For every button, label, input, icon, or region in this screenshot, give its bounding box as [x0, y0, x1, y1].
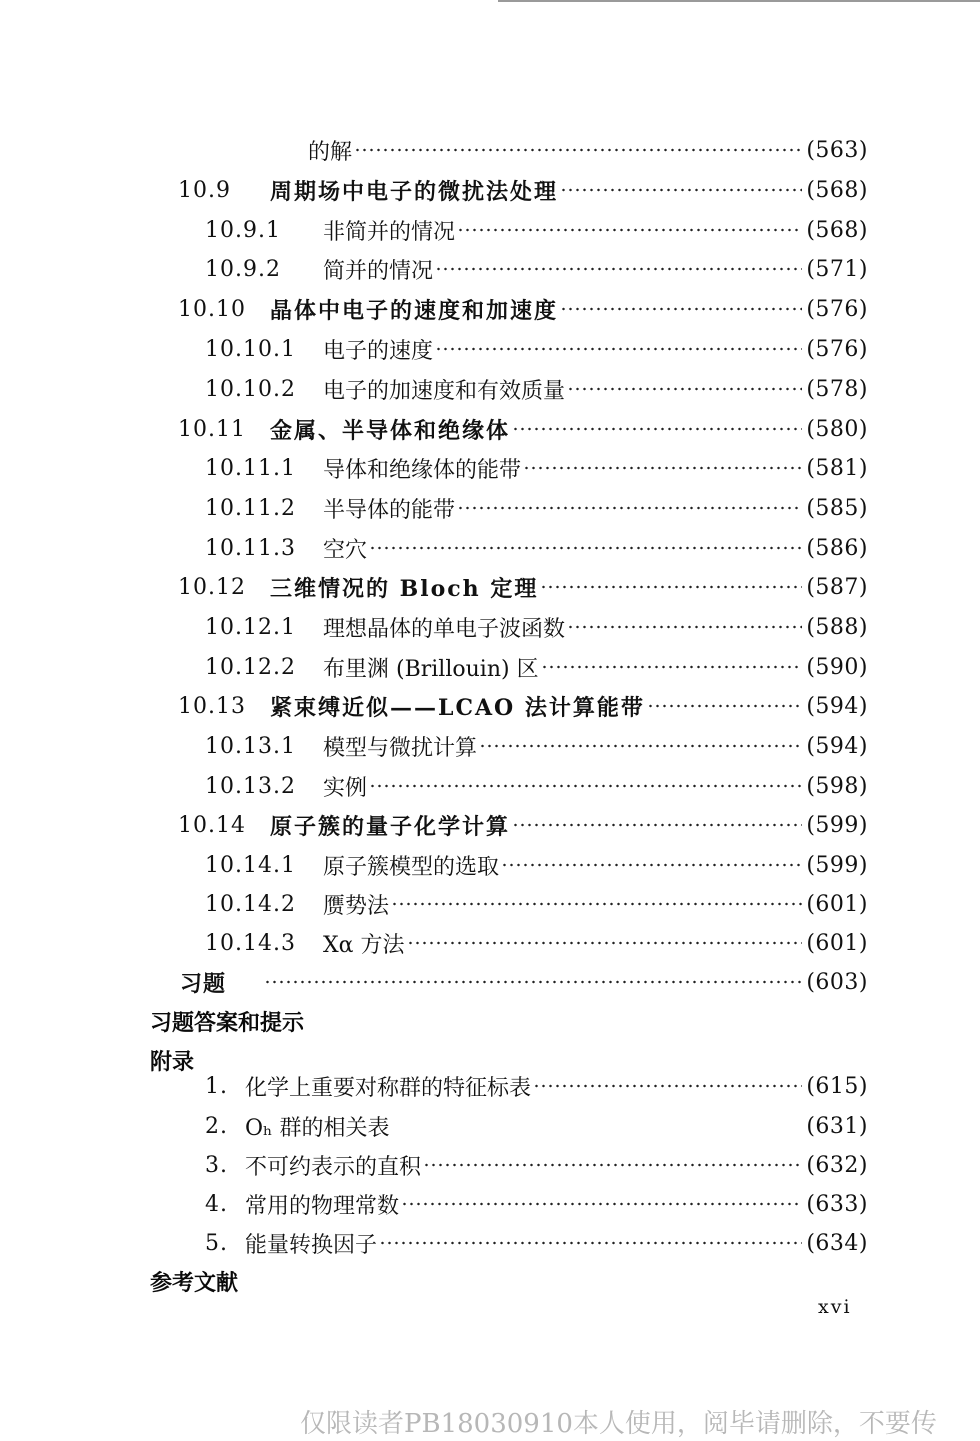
dot-leader — [435, 343, 802, 355]
dot-leader — [512, 819, 802, 831]
toc-number: 10.13.1 — [205, 733, 296, 759]
dot-leader — [264, 976, 802, 988]
dot-leader — [354, 144, 802, 156]
dot-leader — [457, 224, 802, 236]
dot-leader — [379, 1237, 802, 1249]
toc-title: 导体和绝缘体的能带 — [323, 457, 522, 483]
dot-leader — [512, 423, 802, 435]
dot-leader — [369, 780, 802, 792]
dot-leader — [479, 740, 802, 752]
toc-page: (563) — [806, 137, 868, 163]
dot-leader — [435, 263, 802, 275]
toc-page: (598) — [806, 773, 868, 799]
appendix-page: (633) — [806, 1191, 868, 1217]
dot-leader — [407, 937, 802, 949]
toc-page: (599) — [806, 812, 868, 838]
toc-entry[interactable] — [0, 728, 980, 764]
appendix-page: (631) — [806, 1113, 868, 1139]
page-folio: xvi — [818, 1296, 852, 1318]
toc-title: 晶体中电子的速度和加速度 — [270, 297, 559, 324]
toc-entry[interactable] — [0, 212, 980, 248]
toc-entry[interactable] — [0, 172, 980, 208]
toc-number: 10.14.2 — [205, 891, 296, 917]
toc-entry[interactable] — [0, 886, 980, 922]
toc-page: (594) — [806, 733, 868, 759]
toc-entry[interactable] — [0, 847, 980, 883]
appendix-entry[interactable] — [0, 1186, 980, 1222]
toc-number: 10.11 — [178, 416, 246, 442]
toc-title: 布里渊 (Brillouin) 区 — [323, 656, 539, 682]
toc-entry[interactable] — [0, 251, 980, 287]
dot-leader — [560, 184, 802, 196]
toc-title: 理想晶体的单电子波函数 — [323, 616, 566, 642]
toc-title: 三维情况的 Bloch 定理 — [270, 575, 539, 602]
toc-number: 10.14.1 — [205, 852, 296, 878]
toc-title: 实例 — [323, 775, 368, 801]
toc-number: 10.9.2 — [205, 256, 281, 282]
toc-title: 紧束缚近似——LCAO 法计算能带 — [270, 694, 645, 721]
dot-leader — [647, 700, 802, 712]
toc-number: 10.14.3 — [205, 930, 296, 956]
toc-page: (580) — [806, 416, 868, 442]
toc-page: (585) — [806, 495, 868, 521]
toc-number: 10.11.3 — [205, 535, 296, 561]
toc-number: 10.11.1 — [205, 455, 296, 481]
toc-entry[interactable] — [0, 649, 980, 685]
dot-leader — [541, 661, 802, 673]
dot-leader — [523, 462, 802, 474]
appendix-number: 2. — [205, 1113, 228, 1139]
toc-number: 10.13.2 — [205, 773, 296, 799]
dot-leader — [391, 898, 802, 910]
toc-entry[interactable] — [0, 688, 980, 724]
appendix-title: 能量转换因子 — [245, 1232, 378, 1258]
toc-entry[interactable] — [0, 609, 980, 645]
toc-page: (587) — [806, 574, 868, 600]
toc-page: (571) — [806, 256, 868, 282]
toc-entry[interactable] — [0, 530, 980, 566]
toc-number: 10.12.2 — [205, 654, 296, 680]
toc-number: 10.9 — [178, 177, 231, 203]
toc-entry[interactable] — [0, 450, 980, 486]
toc-title: 简并的情况 — [323, 258, 434, 284]
toc-page: (581) — [806, 455, 868, 481]
appendix-entry[interactable] — [0, 1068, 980, 1104]
toc-entry[interactable] — [0, 490, 980, 526]
toc-page: (578) — [806, 376, 868, 402]
appendix-number: 4. — [205, 1191, 228, 1217]
heading-references[interactable]: 参考文献 — [150, 1271, 239, 1296]
dot-leader — [369, 542, 802, 554]
toc-title: 原子簇模型的选取 — [323, 854, 500, 880]
toc-entry[interactable] — [0, 411, 980, 447]
toc-number: 10.12 — [178, 574, 246, 600]
toc-page: (601) — [806, 891, 868, 917]
dot-leader — [560, 303, 802, 315]
dot-leader — [540, 581, 802, 593]
toc-title: Xα 方法 — [323, 932, 405, 958]
toc-page: (594) — [806, 693, 868, 719]
appendix-number: 3. — [205, 1152, 228, 1178]
heading-appendix[interactable]: 附录 — [150, 1050, 195, 1075]
toc-title: 模型与微扰计算 — [323, 735, 478, 761]
appendix-entry[interactable] — [0, 1225, 980, 1261]
toc-page: (568) — [806, 177, 868, 203]
dot-leader — [392, 1120, 802, 1132]
toc-number: 10.10.1 — [205, 336, 296, 362]
toc-entry[interactable] — [0, 291, 980, 327]
appendix-entry[interactable] — [0, 1147, 980, 1183]
heading-answers[interactable]: 习题答案和提示 — [150, 1011, 305, 1036]
toc-page: (590) — [806, 654, 868, 680]
dot-leader — [423, 1159, 802, 1171]
scan-edge-line — [498, 0, 980, 2]
toc-number: 10.10 — [178, 296, 246, 322]
toc-number: 10.12.1 — [205, 614, 296, 640]
appendix-page: (632) — [806, 1152, 868, 1178]
toc-page: (599) — [806, 852, 868, 878]
appendix-entry[interactable] — [0, 1108, 980, 1144]
dot-leader — [457, 502, 802, 514]
toc-title: 电子的加速度和有效质量 — [323, 378, 566, 404]
dot-leader — [567, 383, 802, 395]
appendix-title: 常用的物理常数 — [245, 1193, 400, 1219]
toc-page: (603) — [806, 969, 868, 995]
dot-leader — [501, 859, 802, 871]
toc-entry[interactable] — [0, 925, 980, 961]
toc-number: 习题 — [180, 970, 227, 997]
toc-title: 半导体的能带 — [323, 497, 456, 523]
appendix-title: 不可约表示的直积 — [245, 1154, 422, 1180]
toc-title: 空穴 — [323, 537, 368, 563]
appendix-number: 1. — [205, 1073, 228, 1099]
toc-title: 非简并的情况 — [323, 219, 456, 245]
toc-entry[interactable] — [0, 132, 980, 168]
toc-title: 电子的速度 — [323, 338, 434, 364]
toc-entry[interactable] — [0, 371, 980, 407]
toc-number: 10.14 — [178, 812, 246, 838]
appendix-page: (615) — [806, 1073, 868, 1099]
appendix-title: 化学上重要对称群的特征标表 — [245, 1075, 532, 1101]
toc-number: 10.9.1 — [205, 217, 281, 243]
toc-page: (576) — [806, 296, 868, 322]
toc-entry[interactable] — [0, 569, 980, 605]
appendix-number: 5. — [205, 1230, 228, 1256]
appendix-page: (634) — [806, 1230, 868, 1256]
dot-leader — [401, 1198, 802, 1210]
toc-title: 赝势法 — [323, 893, 390, 919]
toc-page: (576) — [806, 336, 868, 362]
toc-entry[interactable] — [0, 768, 980, 804]
toc-title: 的解 — [308, 139, 353, 165]
toc-number: 10.11.2 — [205, 495, 296, 521]
toc-page: (601) — [806, 930, 868, 956]
dot-leader — [567, 621, 802, 633]
toc-entry[interactable] — [0, 331, 980, 367]
toc-number: 10.13 — [178, 693, 246, 719]
toc-number: 10.10.2 — [205, 376, 296, 402]
toc-title: 原子簇的量子化学计算 — [270, 813, 511, 840]
toc-title: 周期场中电子的微扰法处理 — [270, 178, 559, 205]
appendix-title: Oₕ 群的相关表 — [245, 1115, 390, 1141]
toc-entry-exercises[interactable] — [0, 964, 980, 1000]
toc-page: (568) — [806, 217, 868, 243]
watermark: 仅限读者PB18030910本人使用，阅毕请删除，不要传 — [300, 1409, 937, 1439]
toc-entry[interactable] — [0, 807, 980, 843]
toc-page: (588) — [806, 614, 868, 640]
toc-title: 金属、半导体和绝缘体 — [270, 417, 511, 444]
toc-page: (586) — [806, 535, 868, 561]
dot-leader — [533, 1080, 802, 1092]
